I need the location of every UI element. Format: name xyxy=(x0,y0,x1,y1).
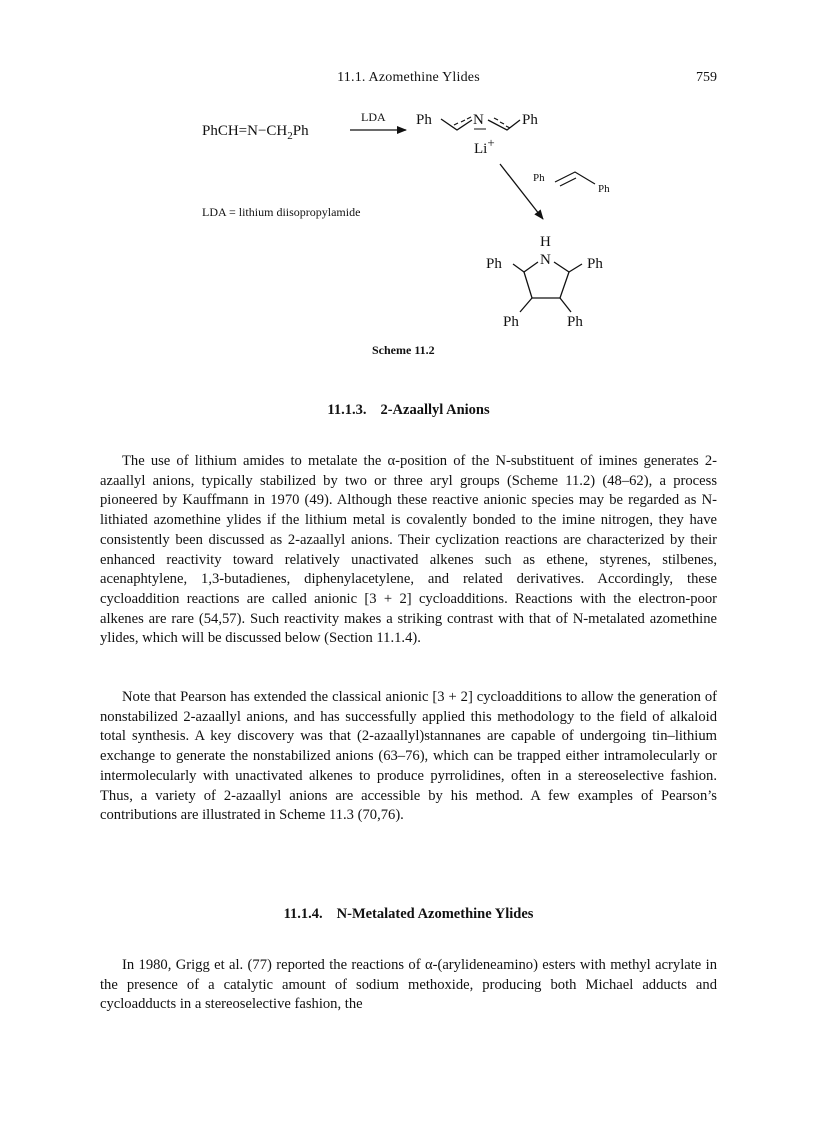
azaallyl-dashes-left xyxy=(454,117,471,125)
paragraph: Note that Pearson has extended the classical anionic [3 + 2] cycloadditions to allow the generation of nonstabilized 2-azaallyl anions, and has successfully applied this methodology to the field of alkaloid total synthesis. A key discovery was that (2-azaallyl)stannanes are capable of undergoing tin–lithium exchange to generate the nonstabilized anions (63–76), which can be trapped either intramolecularly or intermolecularly with unactivated alkenes to produce pyrrolidines, often in a stereoselective fashion. Thus, a variety of 2-azaallyl anions are accessible by his method. A few examples of Pearson’s contributions are illustrated in Scheme 11.3 (70,76). xyxy=(100,689,717,824)
section-title: N-Metalated Azomethine Ylides xyxy=(336,906,534,922)
section-number: 11.1.3. xyxy=(327,402,367,418)
page-number: 759 xyxy=(696,70,717,85)
bond-ph-tr xyxy=(569,264,582,272)
product-ph-top-right: Ph xyxy=(587,256,603,272)
section-heading-2-azaallyl-anions xyxy=(100,402,717,419)
bond-ph-tl xyxy=(513,264,524,272)
lda-footnote: LDA = lithium diisopropylamide xyxy=(202,205,361,219)
azaallyl-bond-right xyxy=(488,120,520,130)
paragraph: In 1980, Grigg et al. (77) reported the reactions of α-(arylideneamino) esters with methyl acrylate in the presence of a catalytic amount of sodium methoxide, producing both Michael adducts and cycloadducts in a stereoselective fashion, the xyxy=(100,957,717,1013)
lithium-counter-ion: Li+ xyxy=(474,135,495,157)
product-ph-top-left: Ph xyxy=(486,256,502,272)
product-nitrogen: N xyxy=(540,252,551,268)
product-ph-bottom-left: Ph xyxy=(503,314,519,330)
intermediate-ph-right: Ph xyxy=(522,112,538,128)
azaallyl-dashes-right xyxy=(494,118,510,128)
product-ph-bottom-right: Ph xyxy=(567,314,583,330)
section-heading-n-metalated-azomethine-ylides xyxy=(100,906,717,923)
alkene-double-bond xyxy=(560,178,576,186)
alkene-ph-right: Ph xyxy=(598,183,610,195)
reactant-formula: $PhCH=N-CH_2Ph$ xyxy=(202,123,309,142)
section-title: 2-Azaallyl Anions xyxy=(380,402,490,418)
intermediate-n: N xyxy=(473,112,484,128)
alkene-ph-left: Ph xyxy=(533,172,545,184)
scheme-caption: Scheme 11.2 xyxy=(372,343,435,357)
paragraph: The use of lithium amides to metalate the α-position of the N-substituent of imines generates 2-azaallyl anions, typically stabilized by two or three aryl groups (Scheme 11.2) (48–62), a process pioneered by Kauffmann in 1970 (49). Although these reactive anionic species may be regarded as N-lithiated azomethine ylides if the lithium metal is covalently bonded to the imine nitrogen, they have consistently been discussed as 2-azaallyl anions. Their cyclization reactions are characterized by their enhanced reactivity toward relatively unactivated alkenes such as ethene, styrenes, stilbenes, acenaphtylene, 1,3-butadienes, diphenylacetylene, and related derivatives. Accordingly, these cycloaddition reactions are called anionic [3 + 2] cycloadditions. Reactions with the electron-poor alkenes are rare (54,57). Such reactivity makes a striking contrast with that of N-metalated azomethine ylides, which will be discussed below (Section 11.1.4). xyxy=(100,453,717,647)
scheme-11-2-diagram xyxy=(0,0,816,370)
intermediate-ph-left: Ph xyxy=(416,112,432,128)
bond-ph-br xyxy=(560,298,571,312)
bond-ph-bl xyxy=(520,298,532,312)
section-number: 11.1.4. xyxy=(283,906,323,922)
azaallyl-bond-left xyxy=(441,119,472,130)
product-nh-hydrogen: H xyxy=(540,234,551,250)
reagent-label: LDA xyxy=(361,110,386,124)
running-title: 11.1. Azomethine Ylides xyxy=(337,70,480,85)
